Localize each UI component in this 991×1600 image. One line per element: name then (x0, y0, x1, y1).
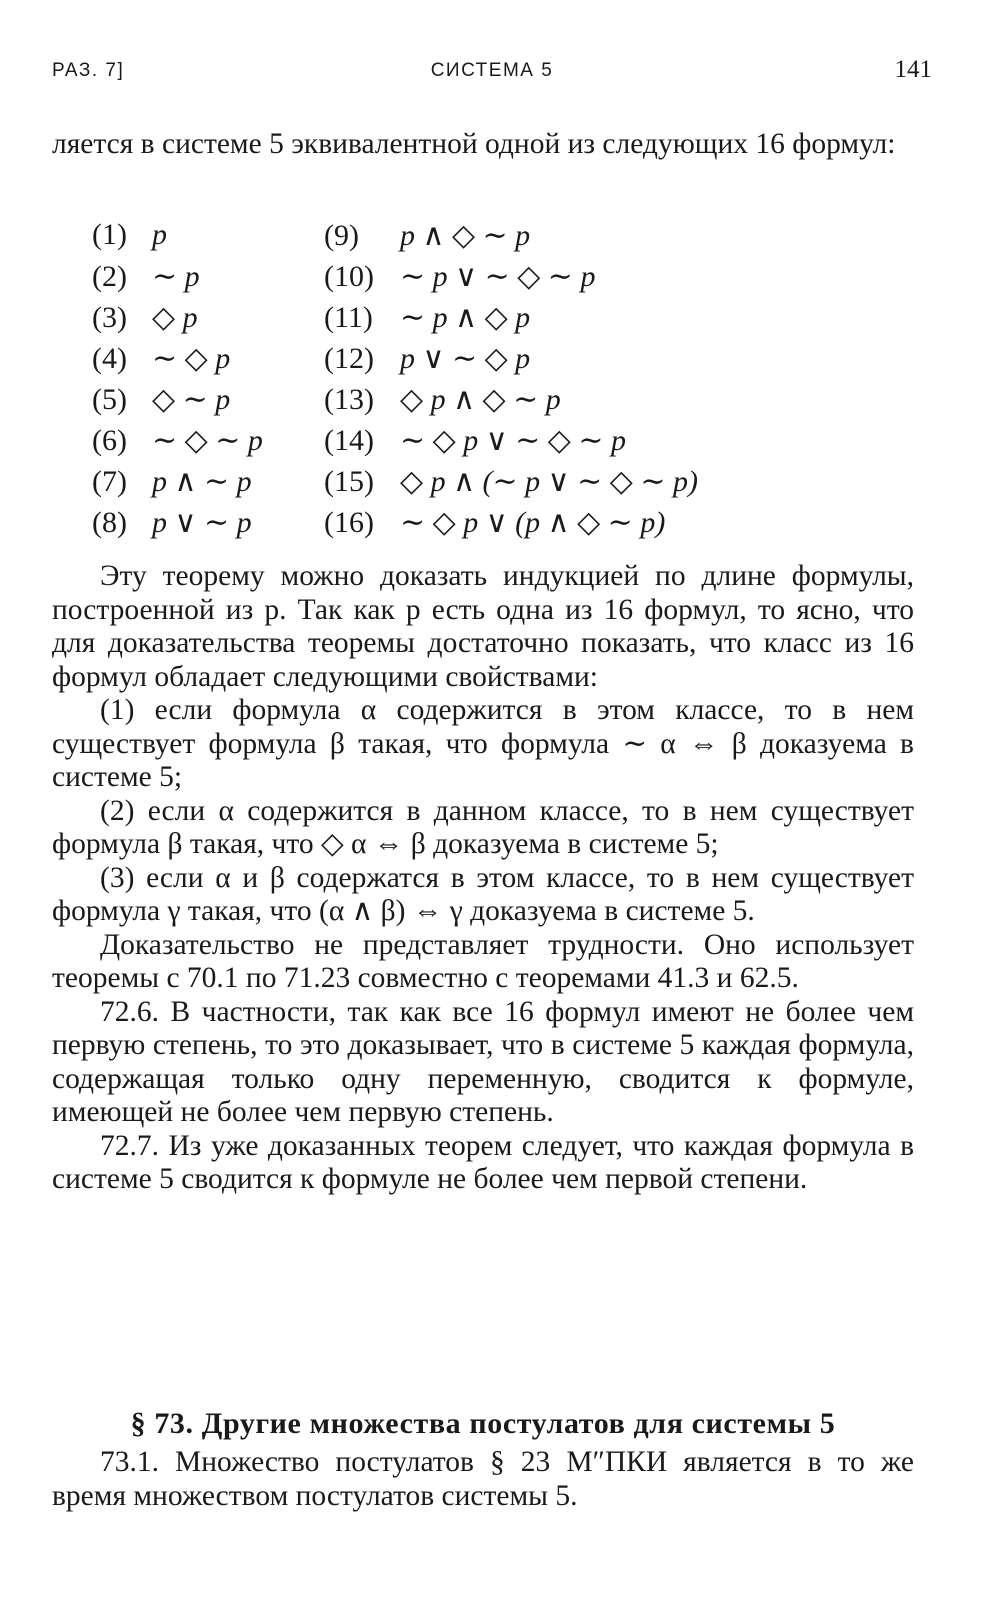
intro-paragraph (52, 128, 914, 162)
formula-number: (10) (324, 260, 374, 293)
formula-right (324, 505, 665, 540)
formula-number: (2) (92, 260, 127, 293)
formula-expression: p ∨ ∼ ◇ p (400, 342, 531, 375)
formula-expression: ∼ ◇ p ∨ ∼ ◇ ∼ p (400, 424, 627, 457)
formula-row (92, 259, 852, 300)
formula-expression: ∼ ◇ p (152, 342, 231, 375)
formula-right (324, 341, 530, 376)
formula-expression: ∼ ◇ p ∨ (p ∧ ◇ ∼ p) (400, 506, 666, 539)
formula-left (92, 382, 230, 417)
formula-number: (6) (92, 424, 127, 457)
formula-expression: p ∧ ∼ p (152, 465, 252, 498)
formula-right (324, 423, 626, 458)
paragraph-72-7: 72.7. Из уже доказанных теорем следует, что каждая формула в системе 5 сводится к формуле не более чем первой степени. (52, 1129, 914, 1195)
formula-left (92, 505, 252, 540)
formula-left (92, 423, 263, 458)
formula-expression: ◇ p ∧ (∼ p ∨ ∼ ◇ ∼ p) (400, 465, 698, 498)
formula-expression: ◇ ∼ p (152, 383, 231, 416)
formula-number: (3) (92, 301, 127, 334)
formula-expression: p (152, 218, 167, 251)
formula-number: (8) (92, 506, 127, 539)
paragraph-73-1: 73.1. Множество постулатов § 23 M″ПКИ является в то же время множеством постулатов системы 5. (52, 1446, 914, 1512)
formula-expression: ∼ p (152, 260, 200, 293)
body-text (52, 560, 914, 1197)
formula-left (92, 300, 198, 335)
paragraph-property-3: (3) если α и β содержатся в этом классе, то в нем существует формула γ такая, что (α ∧ β) ⇔ γ доказуема в системе 5. (52, 861, 914, 927)
formula-expression: ◇ p (152, 301, 198, 334)
chapter-ref: РАЗ. 7] (52, 60, 125, 81)
formula-number: (16) (324, 506, 374, 539)
running-head (52, 56, 932, 90)
formula-expression: p ∧ ◇ ∼ p (400, 219, 531, 252)
formula-left (92, 341, 230, 376)
formula-row (92, 382, 852, 423)
formula-list (92, 218, 852, 546)
formula-right (324, 300, 530, 335)
page-number: 141 (894, 56, 932, 83)
section-heading: § 73. Другие множества постулатов для системы 5 (130, 1407, 836, 1440)
formula-row (92, 505, 852, 546)
formula-row (92, 423, 852, 464)
formula-left (92, 259, 200, 294)
formula-number: (14) (324, 424, 374, 457)
formula-expression: ∼ ◇ ∼ p (152, 424, 263, 457)
formula-number: (7) (92, 465, 127, 498)
formula-row (92, 300, 852, 341)
formula-row (92, 341, 852, 382)
paragraph-proof-note: Доказательство не представляет трудности. Оно использует теоремы с 70.1 по 71.23 совместно с теоремами 41.3 и 62.5. (52, 928, 914, 994)
formula-number: (12) (324, 342, 374, 375)
paragraph-theorem-proof: Эту теорему можно доказать индукцией по длине формулы, построенной из p. Так как p есть одна из 16 формул, то ясно, что для доказательства теоремы достаточно показать, что класс из 16 формул обладает следующими свойствами: (52, 560, 914, 693)
running-title: СИСТЕМА 5 (430, 60, 554, 81)
formula-left (92, 464, 252, 499)
paragraph-property-1: (1) если формула α содержится в этом классе, то в нем существует формула β такая, что формула ∼ α ⇔ β доказуема в системе 5; (52, 694, 914, 793)
intro-text: ляется в системе 5 эквивалентной одной из следующих 16 формул: (52, 128, 896, 160)
formula-number: (5) (92, 383, 127, 416)
formula-row (92, 464, 852, 505)
formula-expression: p ∨ ∼ p (152, 506, 252, 539)
formula-right (324, 382, 561, 417)
formula-left (92, 218, 167, 252)
section-body (52, 1446, 914, 1513)
paragraph-72-6: 72.6. В частности, так как все 16 формул имеют не более чем первую степень, то это доказывает, что в системе 5 каждая формула, содержащая только одну переменную, сводится к формуле, имеющей не более чем первую степень. (52, 995, 914, 1128)
formula-number: (4) (92, 342, 127, 375)
formula-expression: ∼ p ∧ ◇ p (400, 301, 531, 334)
formula-expression: ◇ p ∧ ◇ ∼ p (400, 383, 561, 416)
formula-number: (11) (324, 301, 373, 334)
formula-number: (13) (324, 383, 374, 416)
formula-row (92, 218, 852, 259)
formula-number: (9) (324, 219, 359, 252)
paragraph-property-2: (2) если α содержится в данном классе, то в нем существует формула β такая, что ◇ α ⇔ β доказуема в системе 5; (52, 794, 914, 860)
formula-number: (1) (92, 218, 127, 251)
formula-right (324, 464, 698, 499)
formula-right (324, 218, 530, 253)
formula-right (324, 259, 595, 294)
formula-number: (15) (324, 465, 374, 498)
formula-expression: ∼ p ∨ ∼ ◇ ∼ p (400, 260, 596, 293)
